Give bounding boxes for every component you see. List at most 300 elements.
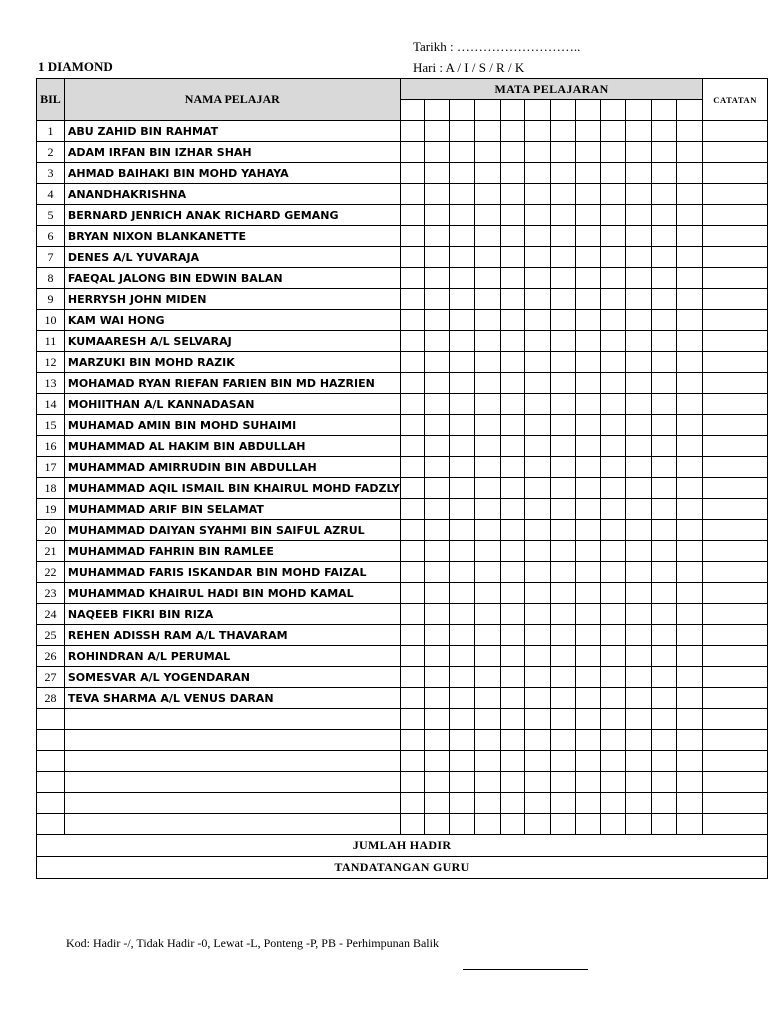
subject-attendance-cell (425, 247, 450, 268)
subject-attendance-cell (651, 352, 676, 373)
subject-attendance-cell (425, 289, 450, 310)
subject-attendance-cell (500, 730, 525, 751)
subject-attendance-cell (400, 226, 425, 247)
subject-attendance-cell (651, 205, 676, 226)
subject-attendance-cell (601, 772, 626, 793)
student-row (37, 268, 768, 289)
subject-attendance-cell (601, 394, 626, 415)
subject-attendance-cell (450, 268, 475, 289)
subject-attendance-cell (551, 373, 576, 394)
subject-attendance-cell (400, 562, 425, 583)
subject-attendance-cell (474, 646, 500, 667)
subject-attendance-cell (551, 625, 576, 646)
subject-attendance-cell (425, 499, 450, 520)
subject-column-cell (400, 100, 425, 121)
catatan-cell (703, 583, 768, 604)
subject-attendance-cell (474, 667, 500, 688)
subject-attendance-cell (551, 121, 576, 142)
catatan-cell (703, 184, 768, 205)
catatan-cell (703, 625, 768, 646)
column-header-bil: BIL (37, 79, 65, 121)
subject-attendance-cell (575, 163, 601, 184)
student-row (37, 478, 768, 499)
subject-attendance-cell (400, 625, 425, 646)
subject-attendance-cell (575, 352, 601, 373)
subject-attendance-cell (626, 310, 652, 331)
student-row (37, 289, 768, 310)
column-header-catatan: CATATAN (703, 79, 768, 121)
catatan-cell (703, 646, 768, 667)
catatan-cell (703, 793, 768, 814)
subject-attendance-cell (400, 772, 425, 793)
subject-attendance-cell (425, 814, 450, 835)
subject-attendance-cell (601, 604, 626, 625)
student-row (37, 226, 768, 247)
student-name: ABU ZAHID BIN RAHMAT (64, 121, 400, 142)
student-name: ANANDHAKRISHNA (64, 184, 400, 205)
subject-attendance-cell (425, 373, 450, 394)
student-row (37, 625, 768, 646)
student-name: KAM WAI HONG (64, 310, 400, 331)
column-header-nama-pelajar: NAMA PELAJAR (64, 79, 400, 121)
subject-attendance-cell (651, 226, 676, 247)
subject-attendance-cell (450, 793, 475, 814)
subject-attendance-cell (601, 142, 626, 163)
subject-attendance-cell (575, 478, 601, 499)
subject-attendance-cell (474, 793, 500, 814)
subject-attendance-cell (400, 142, 425, 163)
subject-attendance-cell (676, 457, 703, 478)
subject-attendance-cell (500, 226, 525, 247)
catatan-cell (703, 247, 768, 268)
subject-attendance-cell (525, 520, 551, 541)
catatan-cell (703, 730, 768, 751)
subject-attendance-cell (551, 688, 576, 709)
student-number: 7 (37, 247, 65, 268)
subject-attendance-cell (474, 541, 500, 562)
subject-attendance-cell (551, 394, 576, 415)
student-number: 18 (37, 478, 65, 499)
catatan-cell (703, 436, 768, 457)
student-number: 16 (37, 436, 65, 457)
subject-attendance-cell (601, 352, 626, 373)
subject-attendance-cell (500, 457, 525, 478)
subject-attendance-cell (400, 499, 425, 520)
student-number: 1 (37, 121, 65, 142)
subject-attendance-cell (676, 163, 703, 184)
subject-attendance-cell (651, 604, 676, 625)
subject-column-cell (500, 100, 525, 121)
student-name: BERNARD JENRICH ANAK RICHARD GEMANG (64, 205, 400, 226)
subject-attendance-cell (500, 793, 525, 814)
subject-attendance-cell (575, 730, 601, 751)
catatan-cell (703, 772, 768, 793)
subject-attendance-cell (626, 751, 652, 772)
student-number: 20 (37, 520, 65, 541)
tandatangan-guru-label: TANDATANGAN GURU (37, 857, 768, 879)
subject-attendance-cell (676, 688, 703, 709)
student-row (37, 205, 768, 226)
subject-attendance-cell (601, 331, 626, 352)
subject-attendance-cell (676, 604, 703, 625)
subject-attendance-cell (400, 268, 425, 289)
subject-attendance-cell (651, 541, 676, 562)
subject-attendance-cell (525, 268, 551, 289)
subject-attendance-cell (626, 625, 652, 646)
student-number: 3 (37, 163, 65, 184)
catatan-cell (703, 457, 768, 478)
catatan-cell (703, 310, 768, 331)
student-row (37, 499, 768, 520)
subject-attendance-cell (626, 226, 652, 247)
subject-attendance-cell (676, 247, 703, 268)
subject-attendance-cell (425, 415, 450, 436)
student-number: 12 (37, 352, 65, 373)
student-name: MUHAMAD AMIN BIN MOHD SUHAIMI (64, 415, 400, 436)
student-row (37, 415, 768, 436)
subject-attendance-cell (651, 373, 676, 394)
subject-attendance-cell (525, 226, 551, 247)
subject-attendance-cell (551, 331, 576, 352)
subject-attendance-cell (626, 562, 652, 583)
subject-attendance-cell (651, 394, 676, 415)
subject-attendance-cell (525, 142, 551, 163)
subject-attendance-cell (525, 121, 551, 142)
subject-attendance-cell (474, 478, 500, 499)
catatan-cell (703, 688, 768, 709)
blank-row (37, 814, 768, 835)
subject-attendance-cell (450, 184, 475, 205)
subject-attendance-cell (626, 688, 652, 709)
student-number (37, 814, 65, 835)
subject-attendance-cell (601, 373, 626, 394)
subject-attendance-cell (500, 688, 525, 709)
subject-attendance-cell (474, 499, 500, 520)
subject-column-cell (551, 100, 576, 121)
signature-line (463, 969, 588, 970)
student-name: SOMESVAR A/L YOGENDARAN (64, 667, 400, 688)
student-number: 17 (37, 457, 65, 478)
subject-attendance-cell (425, 331, 450, 352)
subject-attendance-cell (551, 226, 576, 247)
subject-attendance-cell (626, 478, 652, 499)
subject-attendance-cell (601, 268, 626, 289)
subject-attendance-cell (450, 415, 475, 436)
subject-attendance-cell (450, 583, 475, 604)
subject-attendance-cell (551, 247, 576, 268)
subject-attendance-cell (551, 583, 576, 604)
subject-attendance-cell (601, 709, 626, 730)
subject-attendance-cell (400, 310, 425, 331)
subject-attendance-cell (450, 499, 475, 520)
subject-attendance-cell (575, 709, 601, 730)
subject-column-cell (474, 100, 500, 121)
subject-attendance-cell (450, 751, 475, 772)
subject-attendance-cell (575, 583, 601, 604)
subject-attendance-cell (626, 289, 652, 310)
student-name (64, 730, 400, 751)
subject-attendance-cell (676, 310, 703, 331)
subject-attendance-cell (450, 604, 475, 625)
date-field-label: Tarikh : ……………………….. (413, 39, 581, 54)
subject-attendance-cell (676, 331, 703, 352)
subject-attendance-cell (651, 247, 676, 268)
subject-column-cell (450, 100, 475, 121)
subject-attendance-cell (551, 772, 576, 793)
subject-attendance-cell (500, 163, 525, 184)
student-row (37, 394, 768, 415)
subject-attendance-cell (626, 163, 652, 184)
subject-attendance-cell (500, 247, 525, 268)
student-number: 27 (37, 667, 65, 688)
student-number: 22 (37, 562, 65, 583)
student-name: REHEN ADISSH RAM A/L THAVARAM (64, 625, 400, 646)
subject-attendance-cell (676, 709, 703, 730)
subject-attendance-cell (626, 205, 652, 226)
subject-attendance-cell (400, 457, 425, 478)
subject-attendance-cell (601, 436, 626, 457)
student-row (37, 667, 768, 688)
subject-attendance-cell (651, 121, 676, 142)
subject-attendance-cell (400, 583, 425, 604)
catatan-cell (703, 499, 768, 520)
subject-attendance-cell (575, 310, 601, 331)
day-field-label: Hari : A / I / S / R / K (413, 60, 525, 75)
student-name: MUHAMMAD AMIRRUDIN BIN ABDULLAH (64, 457, 400, 478)
subject-attendance-cell (450, 373, 475, 394)
subject-attendance-cell (676, 793, 703, 814)
subject-attendance-cell (500, 709, 525, 730)
subject-attendance-cell (575, 667, 601, 688)
subject-attendance-cell (474, 289, 500, 310)
student-row (37, 310, 768, 331)
subject-attendance-cell (551, 268, 576, 289)
subject-attendance-cell (676, 142, 703, 163)
student-name: HERRYSH JOHN MIDEN (64, 289, 400, 310)
student-number: 23 (37, 583, 65, 604)
subject-attendance-cell (651, 310, 676, 331)
subject-attendance-cell (651, 184, 676, 205)
subject-attendance-cell (626, 709, 652, 730)
subject-attendance-cell (676, 562, 703, 583)
student-name: BRYAN NIXON BLANKANETTE (64, 226, 400, 247)
student-row (37, 373, 768, 394)
subject-attendance-cell (525, 331, 551, 352)
subject-attendance-cell (651, 331, 676, 352)
student-name: KUMAARESH A/L SELVARAJ (64, 331, 400, 352)
catatan-cell (703, 541, 768, 562)
student-row (37, 184, 768, 205)
subject-attendance-cell (626, 499, 652, 520)
student-number: 14 (37, 394, 65, 415)
student-name: MUHAMMAD FAHRIN BIN RAMLEE (64, 541, 400, 562)
catatan-cell (703, 352, 768, 373)
subject-attendance-cell (525, 289, 551, 310)
subject-attendance-cell (651, 772, 676, 793)
subject-attendance-cell (626, 121, 652, 142)
subject-attendance-cell (676, 394, 703, 415)
subject-attendance-cell (551, 352, 576, 373)
subject-attendance-cell (425, 163, 450, 184)
subject-attendance-cell (474, 562, 500, 583)
subject-attendance-cell (500, 625, 525, 646)
subject-attendance-cell (575, 499, 601, 520)
subject-attendance-cell (400, 520, 425, 541)
catatan-cell (703, 562, 768, 583)
subject-attendance-cell (601, 541, 626, 562)
subject-attendance-cell (500, 583, 525, 604)
subject-attendance-cell (626, 793, 652, 814)
subject-attendance-cell (601, 814, 626, 835)
subject-attendance-cell (400, 541, 425, 562)
subject-attendance-cell (500, 121, 525, 142)
subject-attendance-cell (626, 247, 652, 268)
student-number: 19 (37, 499, 65, 520)
subject-attendance-cell (551, 310, 576, 331)
subject-attendance-cell (525, 247, 551, 268)
subject-attendance-cell (525, 457, 551, 478)
subject-attendance-cell (474, 751, 500, 772)
subject-attendance-cell (551, 499, 576, 520)
subject-attendance-cell (474, 394, 500, 415)
subject-attendance-cell (525, 163, 551, 184)
subject-attendance-cell (425, 688, 450, 709)
subject-attendance-cell (626, 604, 652, 625)
subject-attendance-cell (450, 331, 475, 352)
subject-attendance-cell (626, 373, 652, 394)
subject-attendance-cell (551, 793, 576, 814)
subject-attendance-cell (551, 289, 576, 310)
subject-attendance-cell (450, 646, 475, 667)
subject-attendance-cell (500, 394, 525, 415)
subject-attendance-cell (450, 226, 475, 247)
subject-attendance-cell (601, 226, 626, 247)
student-number (37, 772, 65, 793)
subject-attendance-cell (525, 604, 551, 625)
subject-attendance-cell (575, 331, 601, 352)
catatan-cell (703, 163, 768, 184)
subject-attendance-cell (525, 625, 551, 646)
subject-attendance-cell (676, 205, 703, 226)
subject-attendance-cell (474, 604, 500, 625)
student-name: MUHAMMAD AL HAKIM BIN ABDULLAH (64, 436, 400, 457)
subject-attendance-cell (474, 373, 500, 394)
subject-attendance-cell (575, 688, 601, 709)
subject-attendance-cell (450, 562, 475, 583)
subject-attendance-cell (400, 436, 425, 457)
subject-attendance-cell (676, 583, 703, 604)
subject-attendance-cell (551, 436, 576, 457)
subject-column-cell (525, 100, 551, 121)
student-name (64, 709, 400, 730)
student-row (37, 331, 768, 352)
subject-attendance-cell (551, 814, 576, 835)
subject-attendance-cell (450, 205, 475, 226)
subject-attendance-cell (474, 268, 500, 289)
student-row (37, 247, 768, 268)
subject-attendance-cell (651, 583, 676, 604)
subject-attendance-cell (525, 772, 551, 793)
subject-attendance-cell (525, 814, 551, 835)
subject-attendance-cell (575, 415, 601, 436)
subject-attendance-cell (626, 730, 652, 751)
student-number: 2 (37, 142, 65, 163)
subject-attendance-cell (500, 772, 525, 793)
student-row (37, 688, 768, 709)
subject-attendance-cell (425, 352, 450, 373)
subject-attendance-cell (551, 667, 576, 688)
subject-attendance-cell (551, 751, 576, 772)
student-row (37, 352, 768, 373)
subject-attendance-cell (474, 520, 500, 541)
subject-attendance-cell (575, 520, 601, 541)
subject-attendance-cell (500, 331, 525, 352)
subject-attendance-cell (551, 562, 576, 583)
subject-attendance-cell (500, 289, 525, 310)
subject-attendance-cell (450, 121, 475, 142)
subject-attendance-cell (474, 814, 500, 835)
student-name (64, 772, 400, 793)
subject-attendance-cell (425, 394, 450, 415)
subject-attendance-cell (551, 163, 576, 184)
subject-attendance-cell (601, 415, 626, 436)
catatan-cell (703, 667, 768, 688)
subject-attendance-cell (676, 814, 703, 835)
subject-attendance-cell (601, 583, 626, 604)
subject-attendance-cell (425, 184, 450, 205)
subject-attendance-cell (425, 310, 450, 331)
subject-attendance-cell (676, 184, 703, 205)
subject-attendance-cell (500, 142, 525, 163)
subject-attendance-cell (525, 688, 551, 709)
subject-attendance-cell (400, 730, 425, 751)
subject-attendance-cell (425, 205, 450, 226)
subject-attendance-cell (551, 457, 576, 478)
subject-attendance-cell (626, 772, 652, 793)
subject-attendance-cell (450, 352, 475, 373)
subject-attendance-cell (474, 730, 500, 751)
student-name: ADAM IRFAN BIN IZHAR SHAH (64, 142, 400, 163)
subject-attendance-cell (400, 289, 425, 310)
subject-attendance-cell (425, 625, 450, 646)
subject-attendance-cell (575, 289, 601, 310)
subject-attendance-cell (525, 583, 551, 604)
subject-attendance-cell (626, 457, 652, 478)
subject-attendance-cell (525, 541, 551, 562)
subject-attendance-cell (525, 310, 551, 331)
subject-attendance-cell (525, 352, 551, 373)
student-number: 8 (37, 268, 65, 289)
subject-attendance-cell (474, 457, 500, 478)
subject-attendance-cell (450, 667, 475, 688)
student-name: FAEQAL JALONG BIN EDWIN BALAN (64, 268, 400, 289)
subject-attendance-cell (525, 478, 551, 499)
subject-attendance-cell (400, 331, 425, 352)
subject-attendance-cell (450, 520, 475, 541)
subject-attendance-cell (450, 247, 475, 268)
subject-attendance-cell (601, 184, 626, 205)
subject-attendance-cell (551, 730, 576, 751)
catatan-cell (703, 121, 768, 142)
subject-column-cell (425, 100, 450, 121)
student-name: MUHAMMAD ARIF BIN SELAMAT (64, 499, 400, 520)
student-name: MUHAMMAD AQIL ISMAIL BIN KHAIRUL MOHD FADZLY (64, 478, 400, 499)
subject-attendance-cell (676, 121, 703, 142)
student-number: 28 (37, 688, 65, 709)
subject-attendance-cell (601, 793, 626, 814)
catatan-cell (703, 415, 768, 436)
student-name: MOHIITHAN A/L KANNADASAN (64, 394, 400, 415)
